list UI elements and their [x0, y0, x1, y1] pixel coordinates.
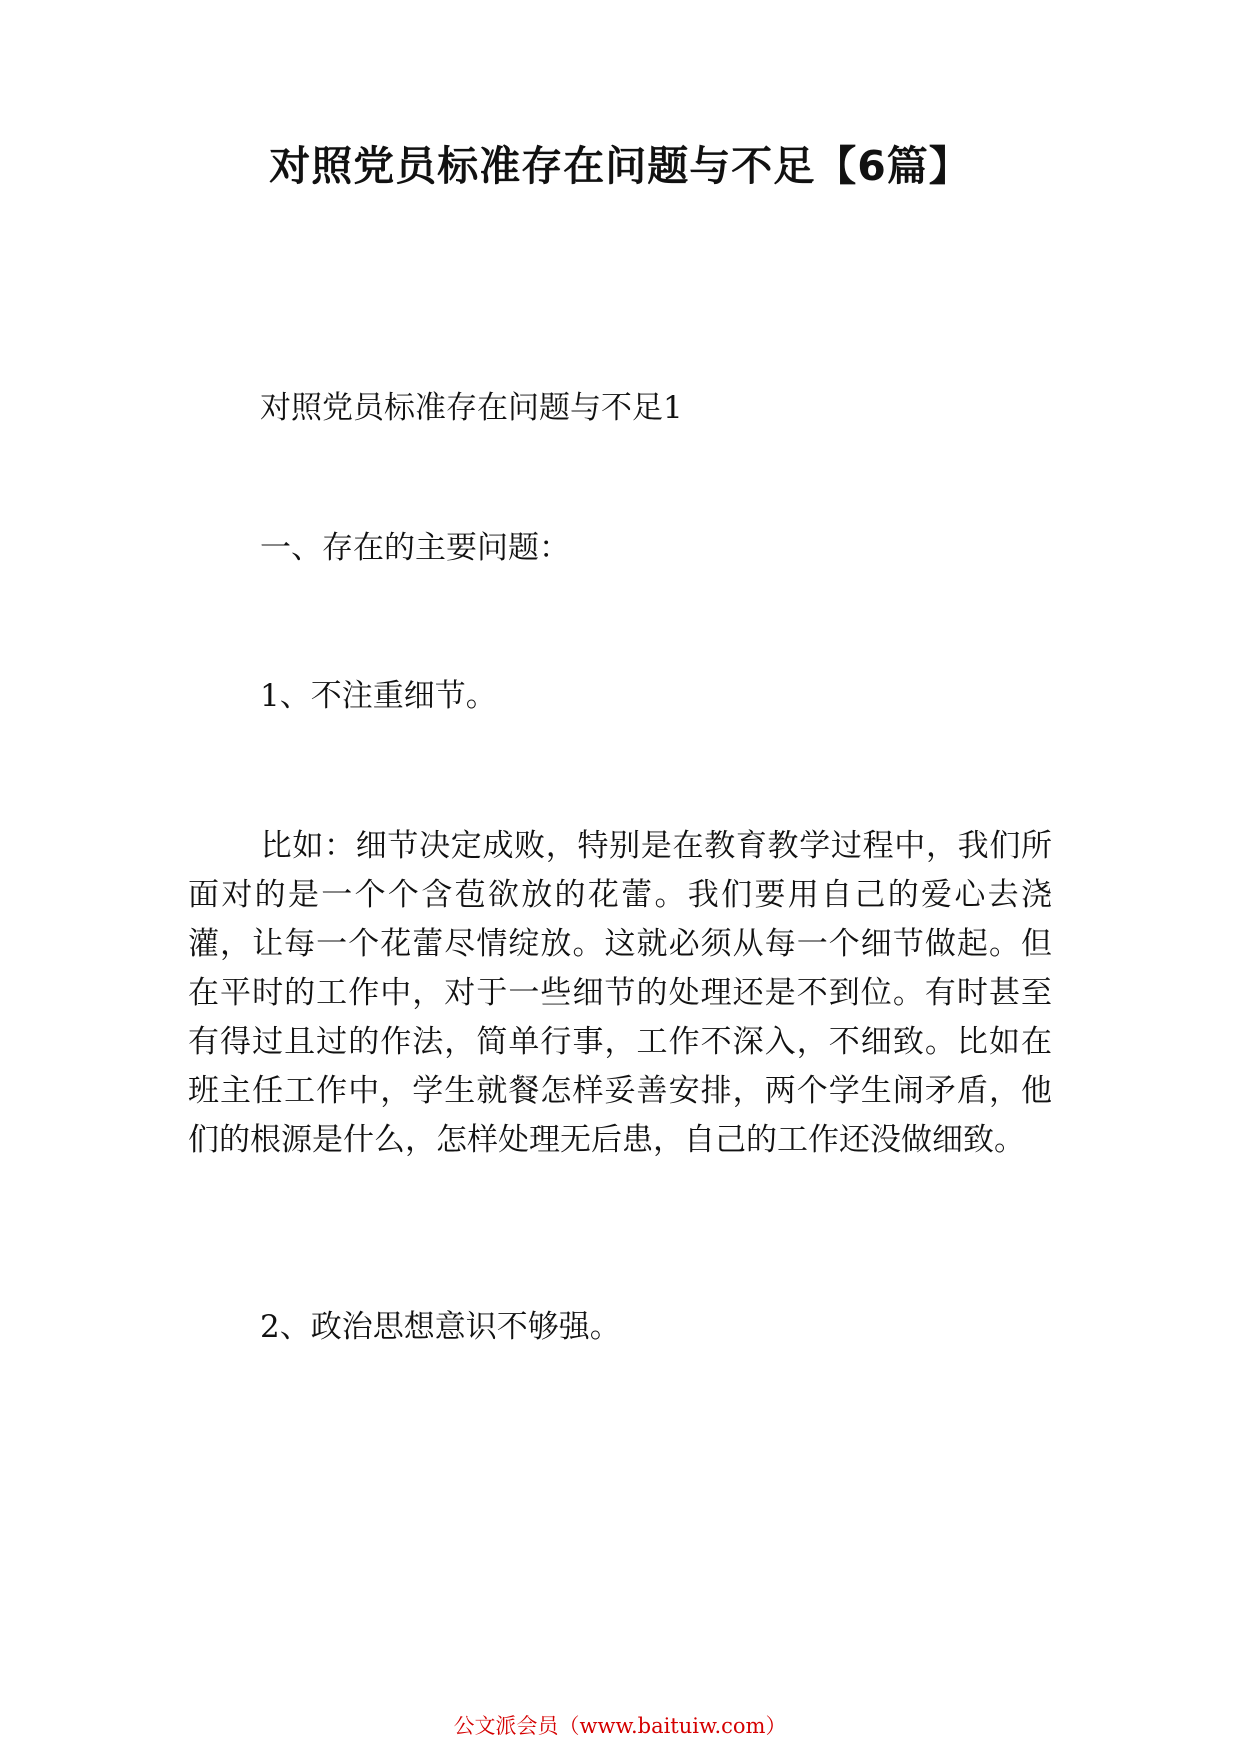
paragraph-details-text: 比如：细节决定成败，特别是在教育教学过程中，我们所面对的是一个个含苞欲放的花蕾。我们要用自己的爱心去浇灌，让每一个花蕾尽情绽放。这就必须从每一个细节做起。但在平时的工作中，对于一些细节的处理还是不到位。有时甚至有得过且过的作法，简单行事，工作不深入，不细致。比如在班主任工作中，学生就餐怎样妥善安排，两个学生闹矛盾，他们的根源是什么，怎样处理无后患，自己的工作还没做细致。 [188, 828, 1052, 1158]
item-1-heading: 1、不注重细节。 [260, 678, 497, 714]
footer-watermark: 公文派会员（www.baituiw.com） [453, 1714, 787, 1738]
heading-main-problems: 一、存在的主要问题： [260, 530, 570, 566]
paragraph-details [188, 822, 1052, 1165]
document-title: 对照党员标准存在问题与不足【6篇】 [269, 142, 971, 190]
item-2-heading: 2、政治思想意识不够强。 [260, 1309, 621, 1345]
section-title: 对照党员标准存在问题与不足1 [260, 390, 683, 426]
